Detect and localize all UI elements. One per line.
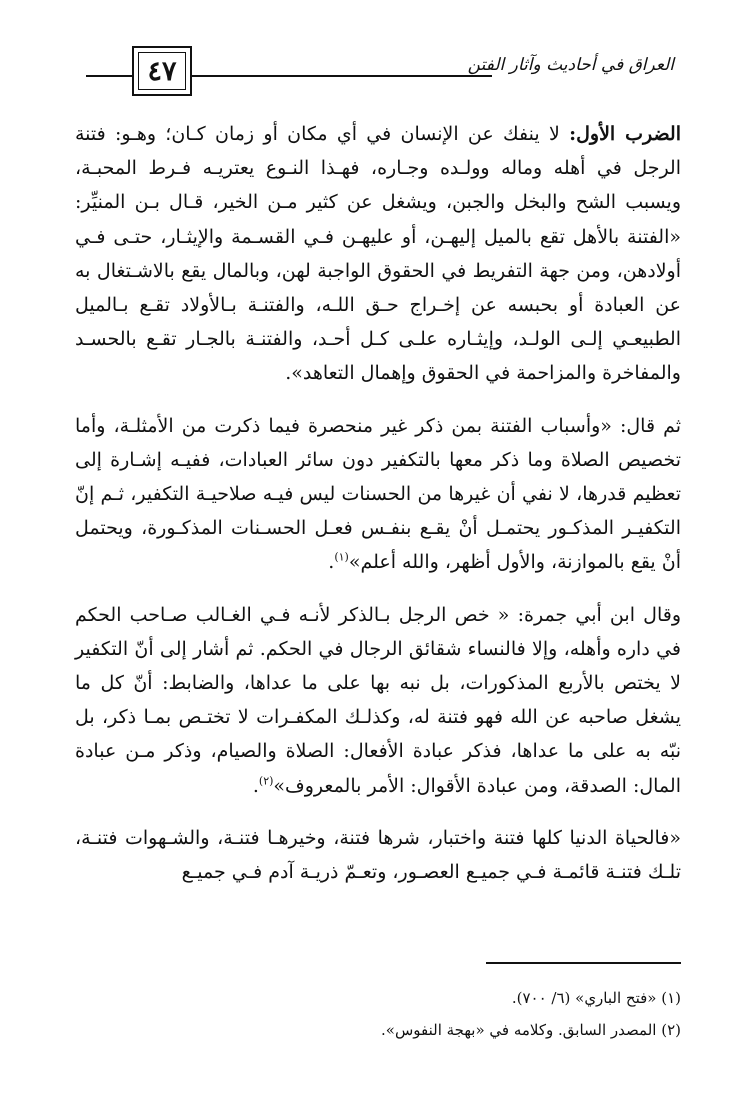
main-text bbox=[75, 117, 681, 907]
page-header bbox=[0, 42, 753, 104]
book-title: العراق في أحاديث وآثار الفتن bbox=[467, 55, 674, 75]
paragraph-4 bbox=[75, 821, 681, 889]
paragraph-3-text: وقال ابن أبي جمرة: « خص الرجل بـالذكر لأنـه فـي الغـالب صـاحب الحكم في داره وأهله، وإلا فالنساء شقائق الرجال في الحكم. ثم أشار إلى أنّ التكفير لا يختص بالأربع المذكورات، بل نبه بها على ما عداها، والضابط: أنّ كل ما يشغل صاحبه عن الله فهو فتنة له، وكذلـك المكفـرات لا تختـص بمـا ذكر، بل نبّه به على ما عداها، فذكر عبادة الأفعال: الصلاة والصيام، وذكر مـن عبادة المال: الصدقة، ومن عبادة الأقوال: الأمر بالمعروف» bbox=[75, 603, 681, 797]
header-rule-left bbox=[86, 75, 134, 77]
footnotes bbox=[75, 982, 681, 1046]
footnote-2: (٢) المصدر السابق. وكلامه في «بهجة النفوس». bbox=[381, 1021, 681, 1039]
paragraph-3: وقال ابن أبي جمرة: « خص الرجل بـالذكر لأنـه فـي الغـالب صـاحب الحكم في داره وأهله، وإلا فالنساء شقائق الرجال في الحكم. ثم أشار إلى أنّ التكفير لا يختص بالأربع المذكورات، بل نبه بها على ما عداها، والضابط: أنّ كل ما يشغل صاحبه عن الله فهو فتنة له، وكذلـك المكفـرات لا تختـص بمـا ذكر، بل نبّه به على ما عداها، فذكر عبادة الأفعال: الصلاة والصيام، وذكر مـن عبادة المال: الصدقة، ومن عبادة الأقوال: الأمر بالمعروف»$^{(٢)}$. bbox=[75, 603, 681, 797]
footnote-ref-2[interactable]: (٢) bbox=[258, 774, 274, 788]
page-number-box bbox=[132, 46, 192, 96]
paragraph-1 bbox=[75, 117, 681, 391]
footnote-separator bbox=[486, 962, 681, 964]
paragraph-2-text: ثم قال: «وأسباب الفتنة بمن ذكر غير منحصرة فيما ذكرت من الأمثلـة، وأما تخصيص الصلاة وما ذكر معها بالتكفير دون سائر العبادات، ففيـه إشـارة إلى تعظيم قدرها، لا نفي أن غيرها من الحسنات ليس فيـه صلاحيـة التكفير، ثـم إنّ التكفيـر المذكـور يحتمـل أنْ يقـع بنفـس فعـل الحسـنات المذكـورة، ويحتمل أنْ يقع بالموازنة، والأول أظهر، والله أعلم» bbox=[75, 414, 681, 574]
paragraph-2: ثم قال: «وأسباب الفتنة بمن ذكر غير منحصرة فيما ذكرت من الأمثلـة، وأما تخصيص الصلاة وما ذكر معها بالتكفير دون سائر العبادات، ففيـه إشـارة إلى تعظيم قدرها، لا نفي أن غيرها من الحسنات ليس فيـه صلاحيـة التكفير، ثـم إنّ التكفيـر المذكـور يحتمـل أنْ يقـع بنفـس فعـل الحسـنات المذكـورة، ويحتمل أنْ يقع بالموازنة، والأول أظهر، والله أعلم»$^{(١)}$. bbox=[75, 414, 681, 574]
page-number: ٤٧ bbox=[138, 52, 186, 90]
paragraph-4-text: «فالحياة الدنيا كلها فتنة واختبار، شرها فتنة، وخيرهـا فتنـة، والشـهوات فتنـة، تلـك فتنـة قائمـة فـي جميـع العصـور، وتعـمّ ذريـة آدم فـي جميـع bbox=[75, 826, 681, 884]
header-rule-middle bbox=[192, 75, 492, 77]
footnote-1: (١) «فتح الباري» (٦/ ٧٠٠). bbox=[511, 989, 681, 1007]
paragraph-1-lead: الضرب الأول: bbox=[569, 123, 681, 145]
paragraph-1-text: لا ينفك عن الإنسان في أي مكان أو زمان كـان؛ وهـو: فتنة الرجل في أهله وماله وولـده وجـاره، فهـذا النـوع يعتريـه فـرط المحبـة، ويسبب الشح والبخل والجبن، ويشغل عن كثير مـن الخير، قـال بـن المنيِّر: «الفتنة بالأهل تقع بالميل إليهـن، أو عليهـن فـي القسـمة والإيثـار، حتـى فـي أولادهن، ومن جهة التفريط في الحقوق الواجبة لهن، وبالمال يقع بالاشـتغال به عن العبادة أو بحبسه عن إخـراج حـق اللـه، والفتنـة بـالأولاد تقـع بـالميل الطبيعـي إلـى الولـد، وإيثـاره علـى كـل أحـد، والفتنـة بالجـار تقـع بالحسـد والمفاخرة والمزاحمة في الحقوق وإهمال التعاهد». bbox=[75, 123, 681, 385]
footnote-ref-1[interactable]: (١) bbox=[334, 551, 349, 565]
